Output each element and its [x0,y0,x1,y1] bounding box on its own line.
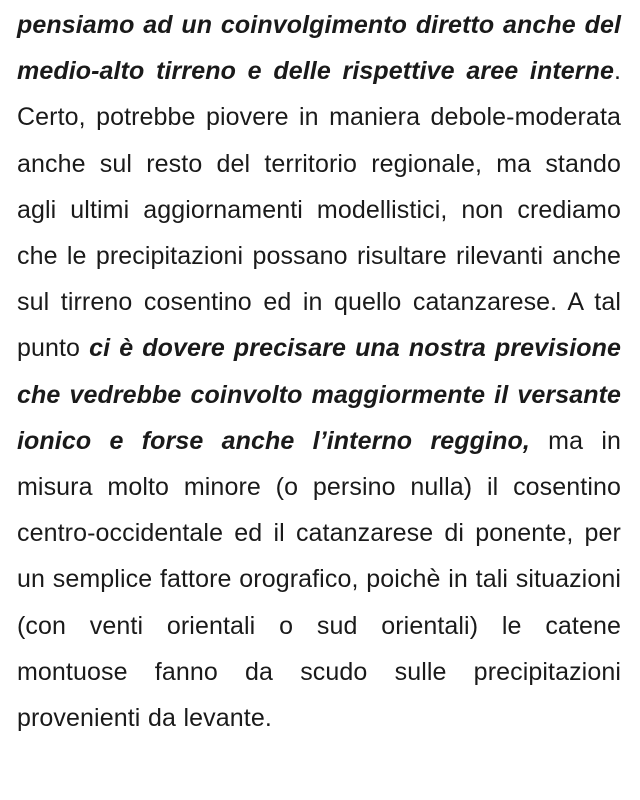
emphasized-text-coinvolgimento-tirreno: pensiamo ad un coinvolgimento diretto anche del medio-alto tirreno e delle rispettive aree interne [17,11,621,86]
body-text-misura-minore: ma in misura molto minore (o persino nulla) il cosentino centro-occidentale ed il catanzarese di ponente, per un semplice fattore orografico, poichè in tali situazioni (con venti orientali o sud orientali) le catene montuose fanno da scudo sulle precipitazioni provenienti da levante. [17,426,622,733]
article-paragraph [17,2,621,741]
emphasized-text-previsione-ionico: ci è dovere precisare una nostra previsione che vedrebbe coinvolto maggiormente il versante ionico e forse anche l’interno reggino, [17,334,621,455]
body-text-certo: . Certo, potrebbe piovere in maniera debole-moderata anche sul resto del territorio regionale, ma stando agli ultimi aggiornamenti modellistici, non crediamo che le precipitazioni possano risultare rilevanti anche sul tirreno cosentino ed in quello catanzarese. A tal punto [17,57,621,363]
